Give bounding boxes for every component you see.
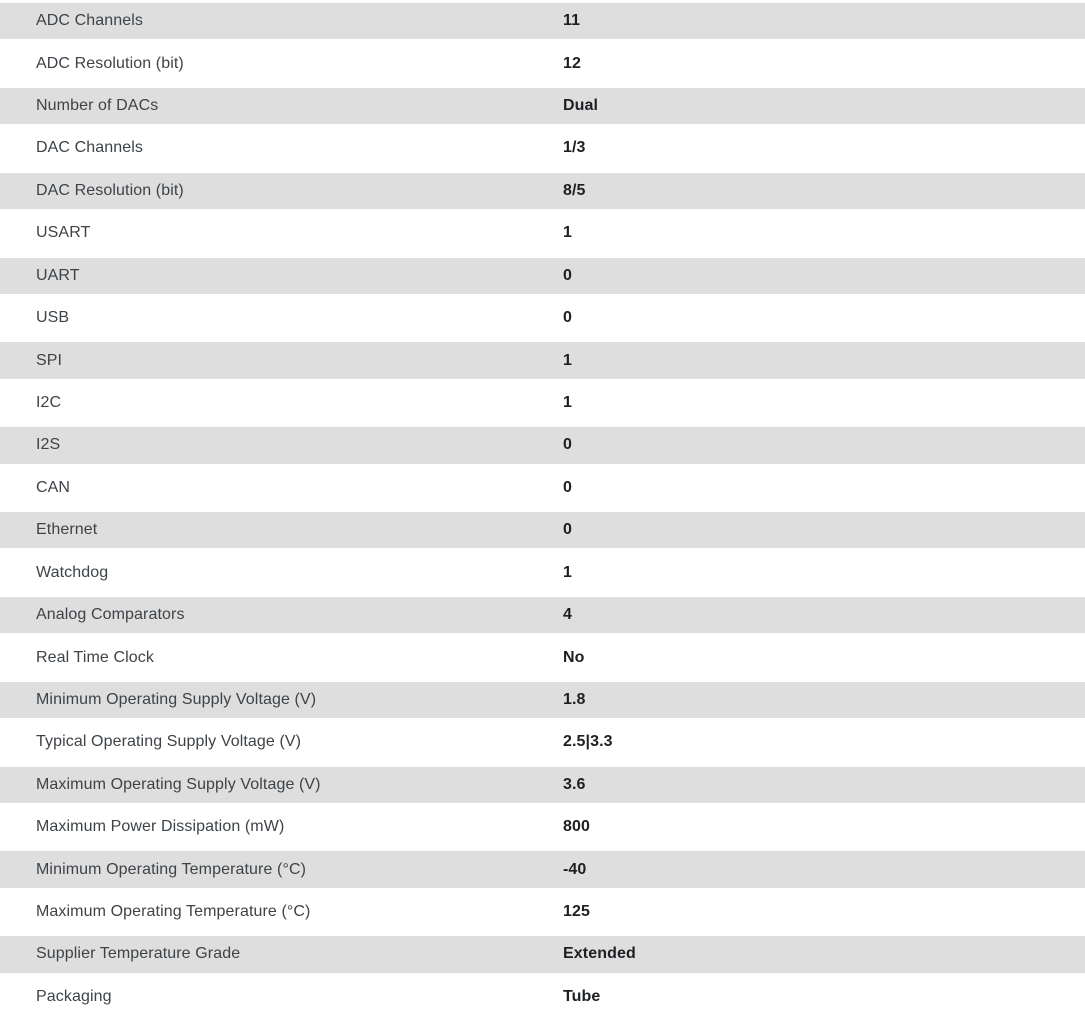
table-row <box>0 297 1085 339</box>
table-row <box>0 339 1085 381</box>
spec-label: Minimum Operating Supply Voltage (V) <box>36 690 317 708</box>
table-row <box>0 85 1085 127</box>
spec-label: ADC Resolution (bit) <box>36 54 184 72</box>
spec-value: 2.5|3.3 <box>563 733 613 751</box>
table-row <box>0 424 1085 466</box>
spec-value: 0 <box>563 521 572 539</box>
spec-value: 12 <box>563 54 581 72</box>
spec-label: DAC Resolution (bit) <box>36 181 184 199</box>
spec-label: Typical Operating Supply Voltage (V) <box>36 733 302 751</box>
spec-value: 1 <box>563 224 572 242</box>
table-row <box>0 509 1085 551</box>
spec-value: 1 <box>563 351 572 369</box>
spec-label: USART <box>36 224 91 242</box>
spec-value: Dual <box>563 97 599 115</box>
spec-value: 1 <box>563 563 572 581</box>
spec-value: Tube <box>563 987 601 1005</box>
table-row <box>0 127 1085 169</box>
table-row <box>0 636 1085 678</box>
table-row <box>0 594 1085 636</box>
spec-label: CAN <box>36 478 71 496</box>
table-row <box>0 721 1085 763</box>
table-row <box>0 679 1085 721</box>
spec-value: 1.8 <box>563 690 586 708</box>
spec-label: Ethernet <box>36 521 98 539</box>
table-row <box>0 551 1085 593</box>
spec-label: Packaging <box>36 987 112 1005</box>
table-row <box>0 976 1085 1018</box>
spec-value: Extended <box>563 945 636 963</box>
spec-value: 1/3 <box>563 139 586 157</box>
table-row <box>0 255 1085 297</box>
spec-label: Analog Comparators <box>36 606 185 624</box>
spec-value: 3.6 <box>563 775 586 793</box>
spec-value: 1 <box>563 394 572 411</box>
spec-label: I2C <box>36 394 62 411</box>
table-row <box>0 891 1085 933</box>
spec-label: SPI <box>36 351 63 369</box>
table-row <box>0 933 1085 975</box>
table-row <box>0 0 1085 42</box>
spec-label: Maximum Power Dissipation (mW) <box>36 818 285 836</box>
table-row <box>0 467 1085 509</box>
table-row <box>0 764 1085 806</box>
spec-label: I2S <box>36 436 61 454</box>
table-row <box>0 212 1085 254</box>
table-row <box>0 170 1085 212</box>
spec-value: 0 <box>563 478 572 496</box>
spec-value: 11 <box>563 12 581 30</box>
spec-label: USB <box>36 309 70 327</box>
spec-value: No <box>563 648 585 666</box>
spec-label: Watchdog <box>36 563 109 581</box>
spec-label: Number of DACs <box>36 97 159 115</box>
spec-value: 0 <box>563 309 572 327</box>
spec-label: Maximum Operating Temperature (°C) <box>36 903 311 921</box>
spec-value: 125 <box>563 903 590 921</box>
spec-value: 0 <box>563 266 572 284</box>
spec-label: Maximum Operating Supply Voltage (V) <box>36 775 321 793</box>
spec-value: 4 <box>563 606 572 624</box>
spec-label: Real Time Clock <box>36 648 154 666</box>
spec-label: DAC Channels <box>36 139 144 157</box>
table-row <box>0 848 1085 890</box>
table-row <box>0 806 1085 848</box>
spec-value: 8/5 <box>563 181 586 199</box>
table-row <box>0 382 1085 424</box>
spec-label: Minimum Operating Temperature (°C) <box>36 860 307 878</box>
table-row <box>0 42 1085 84</box>
spec-label: Supplier Temperature Grade <box>36 945 241 963</box>
spec-label: ADC Channels <box>36 12 144 30</box>
spec-value: 800 <box>563 818 590 836</box>
spec-value: -40 <box>563 860 587 878</box>
spec-value: 0 <box>563 436 572 454</box>
spec-label: UART <box>36 266 80 284</box>
